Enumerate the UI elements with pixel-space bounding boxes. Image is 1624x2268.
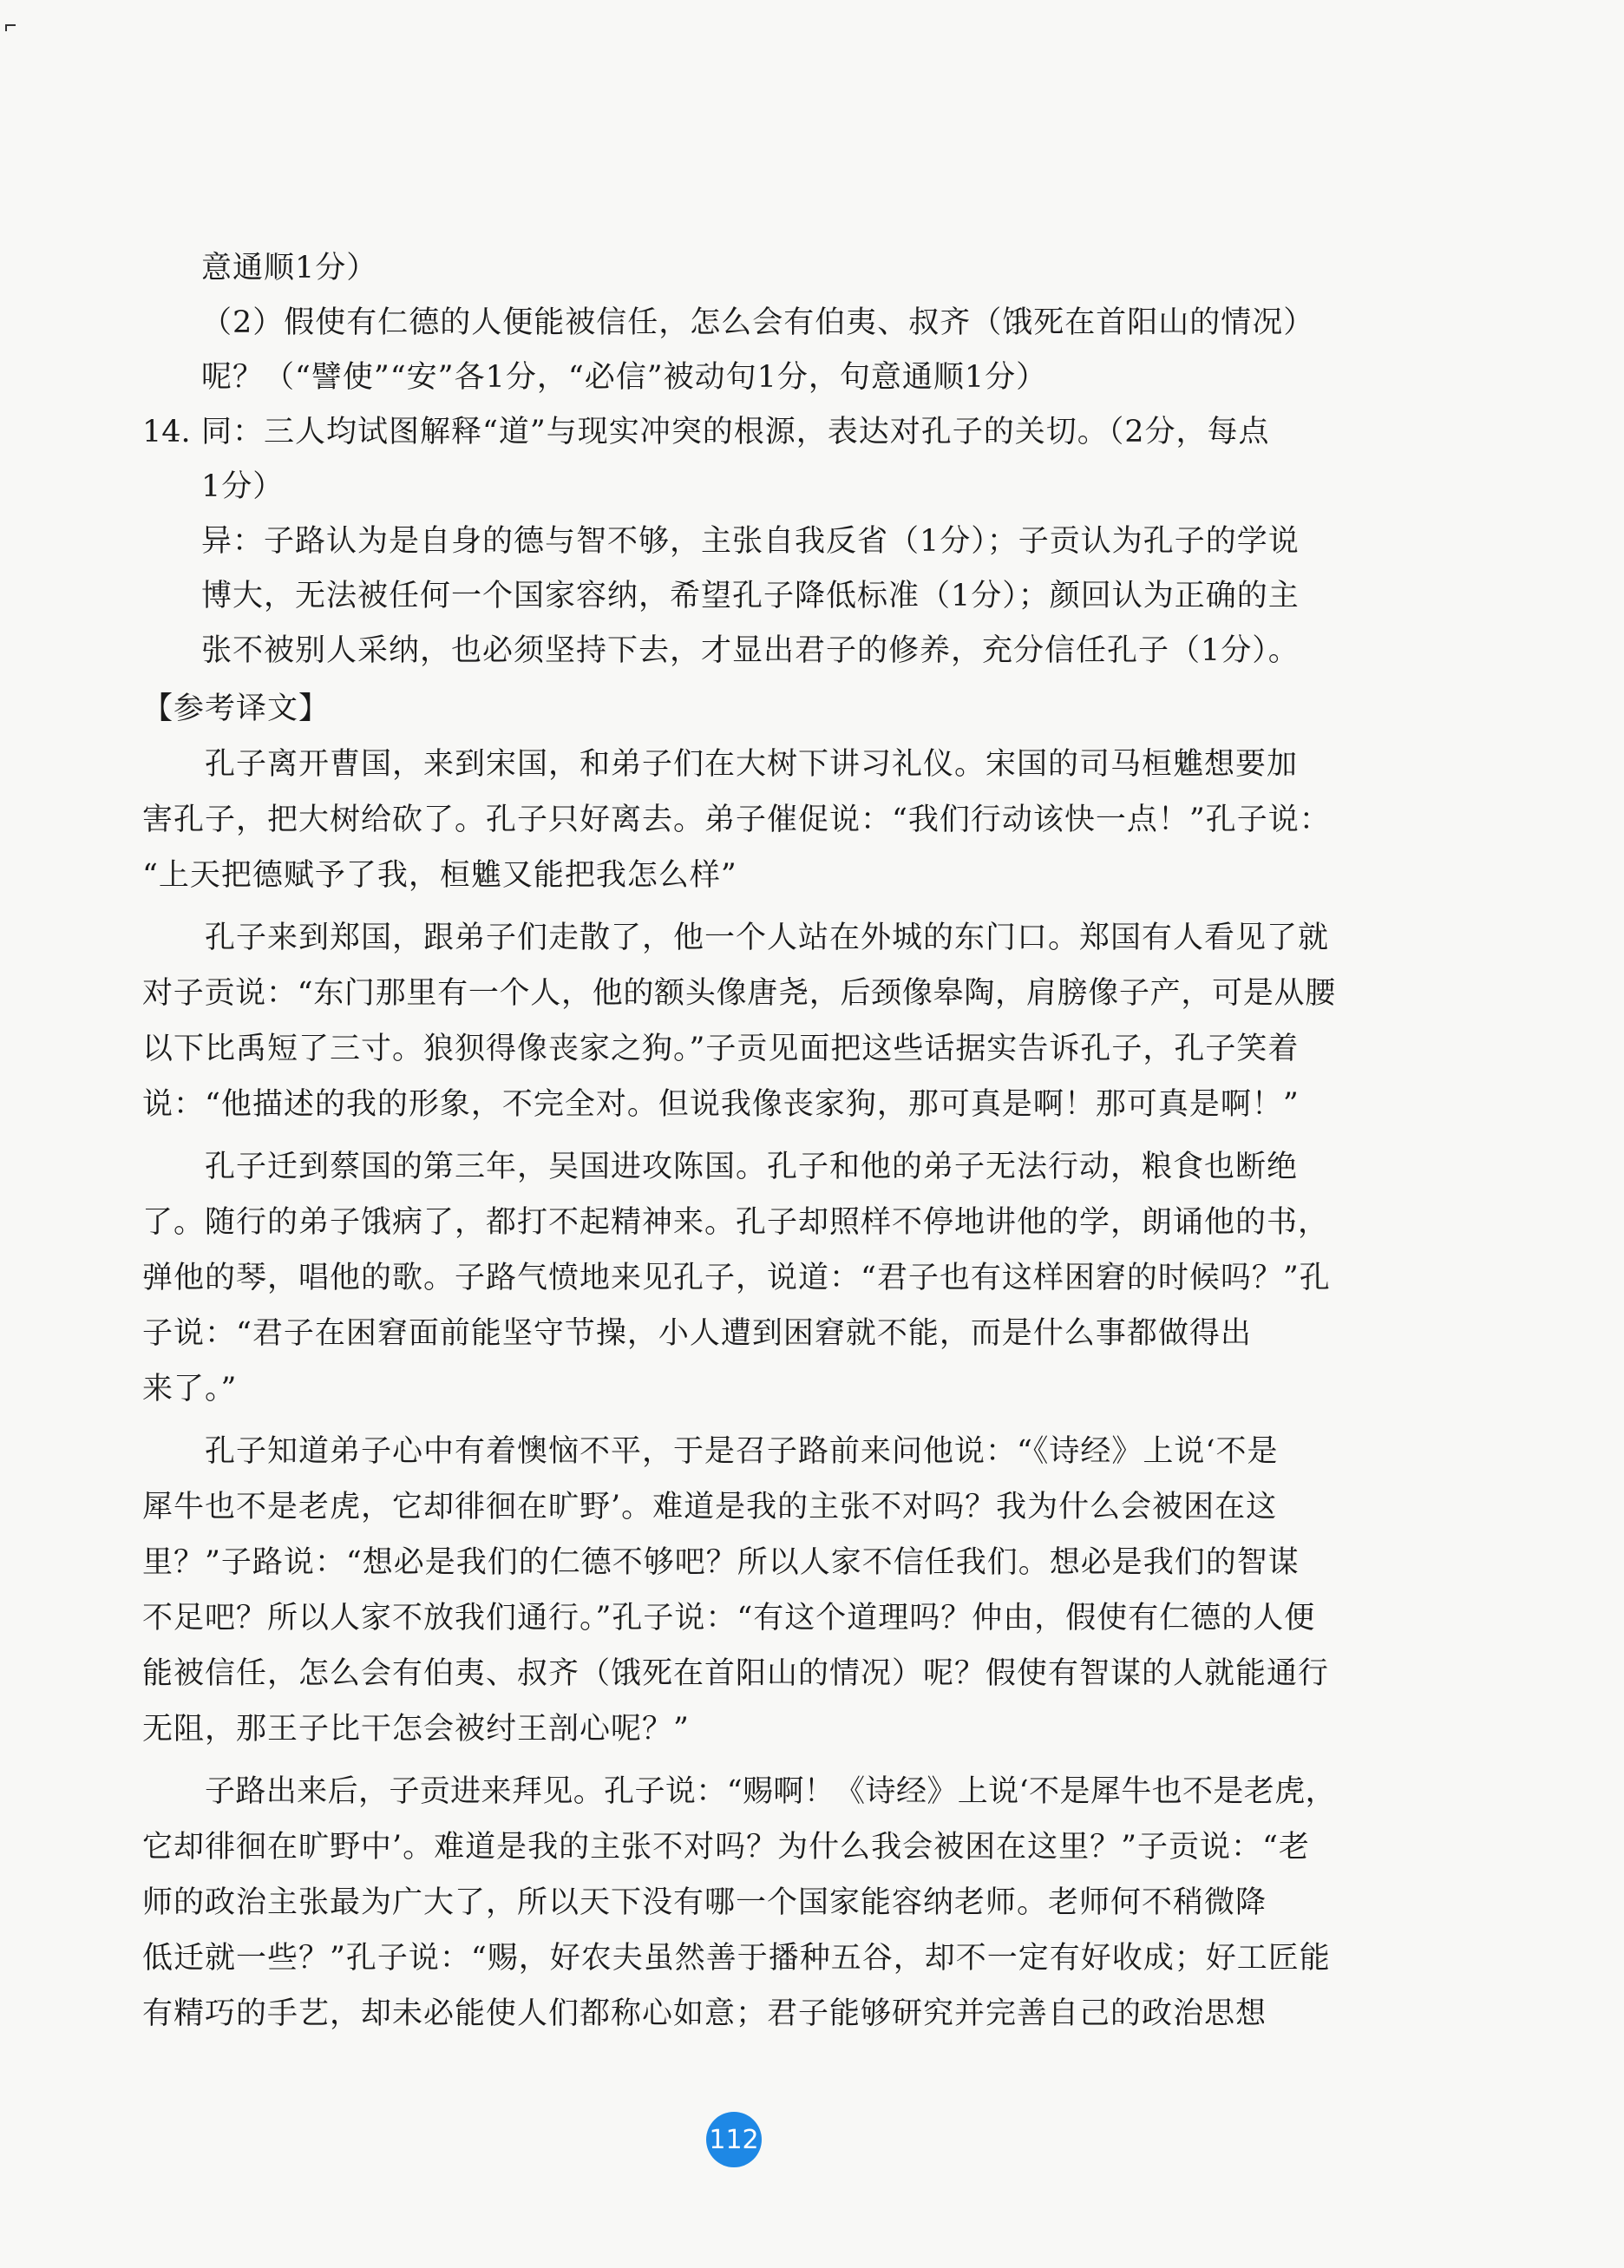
answer-line: 博大，无法被任何一个国家容纳，希望孔子降低标准（1分）；颜回认为正确的主 [201, 579, 1300, 613]
translation-line: 以下比禹短了三寸。狼狈得像丧家之狗。”子贡见面把这些话据实告诉孔子，孔子笑着 [142, 1032, 1300, 1066]
corner-crop-mark [5, 24, 16, 31]
translation-line: 弹他的琴，唱他的歌。子路气愤地来见孔子，说道：“君子也有这样困窘的时候吗？”孔 [142, 1261, 1331, 1295]
translation-line: 了。随行的弟子饿病了，都打不起精神来。孔子却照样不停地讲他的学，朗诵他的书， [142, 1205, 1330, 1240]
translation-line: 低迁就一些？”孔子说：“赐，好农夫虽然善于播种五谷，却不一定有好收成；好工匠能 [142, 1941, 1331, 1976]
translation-line: 能被信任，怎么会有伯夷、叔齐（饿死在首阳山的情况）呢？假使有智谋的人就能通行 [142, 1656, 1330, 1691]
answer-line: 同：三人均试图解释“道”与现实冲突的根源，表达对孔子的关切。（2分，每点 [201, 415, 1270, 449]
section-heading: 【参考译文】 [142, 692, 331, 726]
translation-line: 来了。” [142, 1372, 238, 1406]
question-number: 14. [142, 415, 191, 449]
answer-line: 异：子路认为是自身的德与智不够，主张自我反省（1分）；子贡认为孔子的学说 [201, 524, 1300, 559]
translation-line: 无阻，那王子比干怎会被纣王剖心呢？” [142, 1712, 690, 1747]
answer-line: 呢？（“譬使”“安”各1分，“必信”被动句1分，句意通顺1分） [201, 360, 1048, 395]
translation-line: 它却徘徊在旷野中’。难道是我的主张不对吗？为什么我会被困在这里？”子贡说：“老 [142, 1830, 1310, 1865]
page-number-badge: 112 [706, 2112, 762, 2167]
translation-line: 犀牛也不是老虎，它却徘徊在旷野’。难道是我的主张不对吗？我为什么会被困在这 [142, 1490, 1278, 1524]
translation-line: “上天把德赋予了我，桓魋又能把我怎么样” [142, 858, 737, 893]
answer-line: （2）假使有仁德的人便能被信任，怎么会有伯夷、叔齐（饿死在首阳山的情况） [201, 305, 1315, 340]
translation-line: 不足吧？所以人家不放我们通行。”孔子说：“有这个道理吗？仲由，假使有仁德的人便 [142, 1601, 1316, 1635]
translation-line: 孔子迁到蔡国的第三年，吴国进攻陈国。孔子和他的弟子无法行动，粮食也断绝 [205, 1150, 1299, 1184]
translation-line: 孔子知道弟子心中有着懊恼不平，于是召子路前来问他说：“《诗经》上说‘不是 [205, 1434, 1279, 1469]
answer-line: 1分） [201, 469, 285, 504]
translation-line: 害孔子，把大树给砍了。孔子只好离去。弟子催促说：“我们行动该快一点！”孔子说： [142, 803, 1331, 837]
answer-line: 意通顺1分） [201, 251, 378, 285]
translation-line: 师的政治主张最为广大了，所以天下没有哪一个国家能容纳老师。老师何不稍微降 [142, 1885, 1267, 1920]
translation-line: 说：“他描述的我的形象，不完全对。但说我像丧家狗，那可真是啊！那可真是啊！” [142, 1087, 1300, 1122]
translation-line: 里？”子路说：“想必是我们的仁德不够吧？所以人家不信任我们。想必是我们的智谋 [142, 1545, 1300, 1580]
answer-line: 张不被别人采纳，也必须坚持下去，才显出君子的修养，充分信任孔子（1分）。 [201, 633, 1300, 668]
translation-line: 对子贡说：“东门那里有一个人，他的额头像唐尧，后颈像皋陶，肩膀像子产，可是从腰 [142, 976, 1336, 1011]
translation-line: 有精巧的手艺，却未必能使人们都称心如意；君子能够研究并完善自己的政治思想 [142, 1996, 1267, 2031]
translation-line: 孔子离开曹国，来到宋国，和弟子们在大树下讲习礼仪。宋国的司马桓魋想要加 [205, 747, 1299, 782]
translation-line: 子说：“君子在困窘面前能坚守节操，小人遭到困窘就不能，而是什么事都做得出 [142, 1316, 1252, 1351]
translation-line: 孔子来到郑国，跟弟子们走散了，他一个人站在外城的东门口。郑国有人看见了就 [205, 921, 1330, 955]
translation-line: 子路出来后，子贡进来拜见。孔子说：“赐啊！《诗经》上说‘不是犀牛也不是老虎， [205, 1774, 1336, 1809]
